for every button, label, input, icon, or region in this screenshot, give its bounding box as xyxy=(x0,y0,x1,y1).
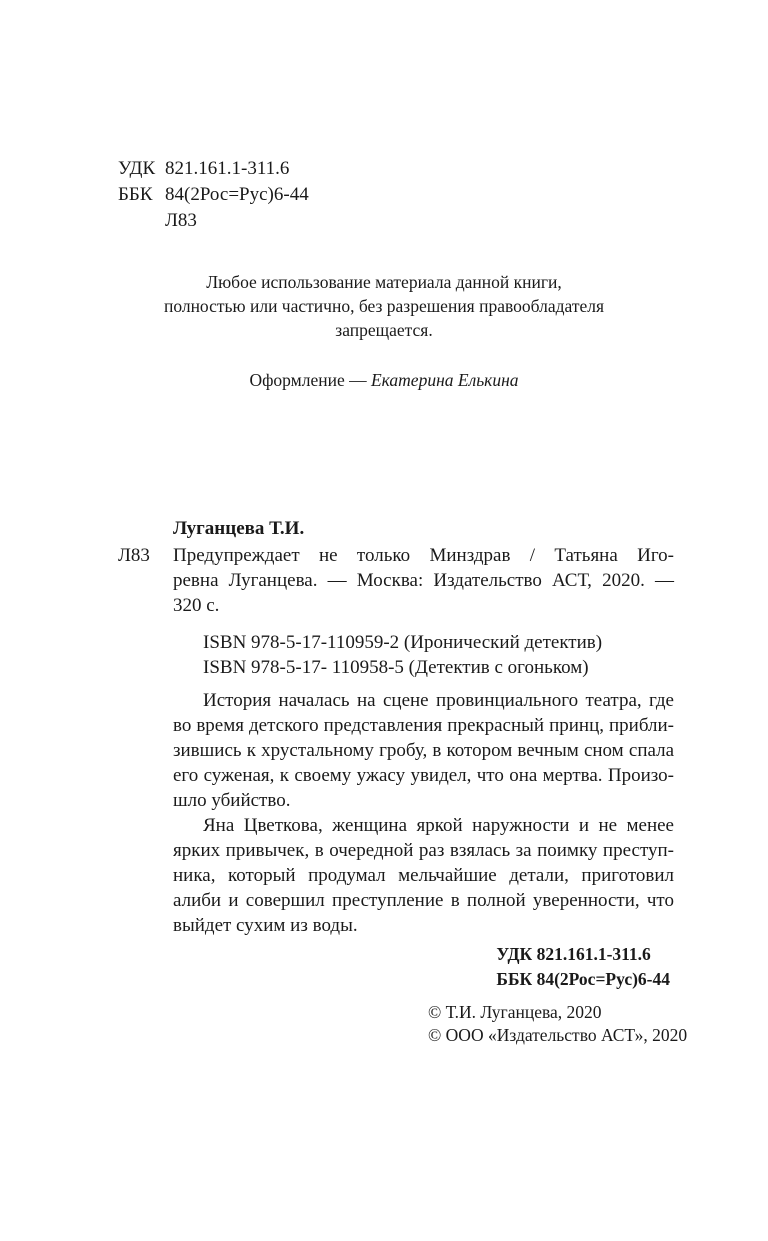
bottom-udk: УДК 821.161.1-311.6 xyxy=(496,944,651,964)
record-author-mark: Л83 xyxy=(118,545,150,566)
design-credit xyxy=(100,370,668,391)
record-author: Луганцева Т.И. xyxy=(173,518,305,539)
udk-value: 821.161.1-311.6 xyxy=(165,158,290,179)
copyright-author: © Т.И. Луганцева, 2020 xyxy=(428,1002,602,1022)
annotation-p2-line-4: алиби и совершил преступление в полной уверенности, что xyxy=(173,890,674,911)
rights-notice xyxy=(100,270,668,342)
design-credit-name: Екатерина Елькина xyxy=(370,370,519,390)
record-title-line-1: Предупреждает не только Минздрав / Татьяна Иго- xyxy=(173,545,674,566)
bottom-classification xyxy=(496,942,670,992)
record-title-line-2: ревна Луганцева. — Москва: Издательство АСТ, 2020. — xyxy=(173,570,674,591)
copyright-publisher: © ООО «Издательство АСТ», 2020 xyxy=(428,1025,688,1045)
rights-notice-line-3: запрещается. xyxy=(335,320,433,340)
udk-label: УДК xyxy=(118,158,156,179)
isbn-1: ISBN 978-5-17-110959-2 (Иронический детектив) xyxy=(203,632,603,653)
annotation-p2-line-2: ярких привычек, в очередной раз взялась за поимку преступ- xyxy=(173,840,674,861)
isbn-2: ISBN 978-5-17- 110958-5 (Детектив с огоньком) xyxy=(203,657,589,678)
annotation-p1-line-2: во время детского представления прекрасный принц, прибли- xyxy=(173,715,674,736)
annotation-p1-line-1: История началась на сцене провинциального театра, где xyxy=(203,690,674,711)
rights-notice-line-1: Любое использование материала данной книги, xyxy=(206,272,562,292)
annotation-p1-line-5: шло убийство. xyxy=(173,790,291,811)
rights-notice-line-2: полностью или частично, без разрешения правообладателя xyxy=(163,296,605,316)
annotation-p2-line-5: выйдет сухим из воды. xyxy=(173,915,358,936)
design-credit-label: Оформление — xyxy=(249,370,371,390)
record-title-line-3: 320 с. xyxy=(173,595,220,616)
annotation-p2-line-3: ника, который продумал мельчайшие детали, приготовил xyxy=(173,865,674,886)
bbk-value: 84(2Рос=Рус)6-44 xyxy=(165,184,309,205)
annotation-p1-line-4: его суженая, к своему ужасу увидел, что она мертва. Произо- xyxy=(173,765,674,786)
annotation-p2-line-1: Яна Цветкова, женщина яркой наружности и не менее xyxy=(203,815,674,836)
bbk-label: ББК xyxy=(118,184,153,205)
annotation-p1-line-3: зившись к хрустальному гробу, в котором вечным сном спала xyxy=(173,740,674,761)
bottom-bbk: ББК 84(2Рос=Рус)6-44 xyxy=(496,969,670,989)
author-mark-top: Л83 xyxy=(165,210,197,231)
